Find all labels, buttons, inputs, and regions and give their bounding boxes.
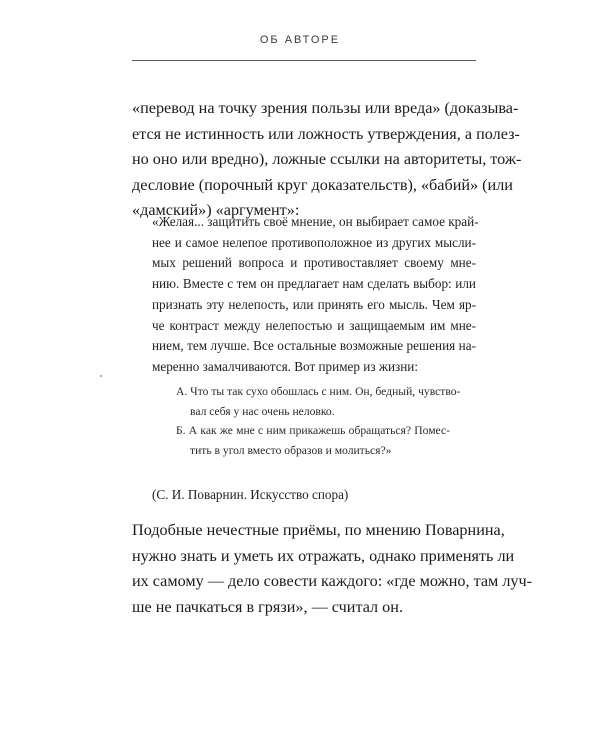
text-line: ше не пачкаться в грязи», — считал он. (132, 597, 403, 616)
paragraph-conclusion (132, 518, 533, 620)
text-line: десловие (порочный круг доказательств), «бабий» (или (132, 175, 513, 194)
quote-line: меренно замалчиваются. Вот пример из жизни: (152, 358, 419, 374)
quote-line: мых решений вопроса и противоставляет своему мне- (152, 255, 476, 271)
text-line: нужно знать и уметь их отражать, однако применять ли (132, 546, 515, 565)
dialogue-line-b: Б. А как же мне с ним прикажешь обращаться? Помес- (176, 424, 450, 437)
scan-speck (100, 375, 102, 377)
paragraph-argument-types (132, 96, 522, 224)
dialogue-example (176, 382, 461, 460)
citation-text: (С. И. Поварнин. Искусство спора) (152, 487, 349, 502)
dialogue-line-b-cont: тить в угол вместо образов и молиться?» (190, 443, 392, 457)
quote-line: «Желая... защитить своё мнение, он выбирает самое край- (152, 214, 479, 229)
text-line: но оно или вредно), ложные ссылки на авторитеты, тож- (132, 150, 522, 168)
block-quote (152, 212, 479, 378)
text-line: Подобные нечестные приёмы, по мнению Поварнина, (132, 521, 505, 539)
running-head: ОБ АВТОРЕ (259, 34, 341, 46)
quote-line: признать эту нелепость, или принять его мысль. Чем яр- (152, 296, 476, 312)
header-rule (132, 60, 476, 61)
quote-citation (152, 485, 476, 505)
dialogue-line-a-cont: вал себя у нас очень неловко. (190, 404, 335, 418)
text-line: ется не истинность или ложность утверждения, а полез- (132, 124, 520, 143)
text-line: «дамский») «аргумент»: (132, 201, 300, 219)
text-line: «перевод на точку зрения пользы или вреда» (доказыва- (132, 99, 519, 117)
quote-line: нию. Вместе с тем он предлагает нам сделать выбор: или (152, 276, 476, 292)
dialogue-line-a: А. Что ты так сухо обошлась с ним. Он, бедный, чувство- (176, 385, 461, 398)
text-line: их самому — дело совести каждого: «где можно, там луч- (132, 572, 533, 590)
quote-line: че контраст между нелепостью и защищаемым им мне- (152, 317, 476, 333)
quote-line: нием, тем лучше. Все остальные возможные решения на- (152, 338, 476, 354)
quote-line: нее и самое нелепое противоположное из других мысли- (152, 234, 476, 250)
